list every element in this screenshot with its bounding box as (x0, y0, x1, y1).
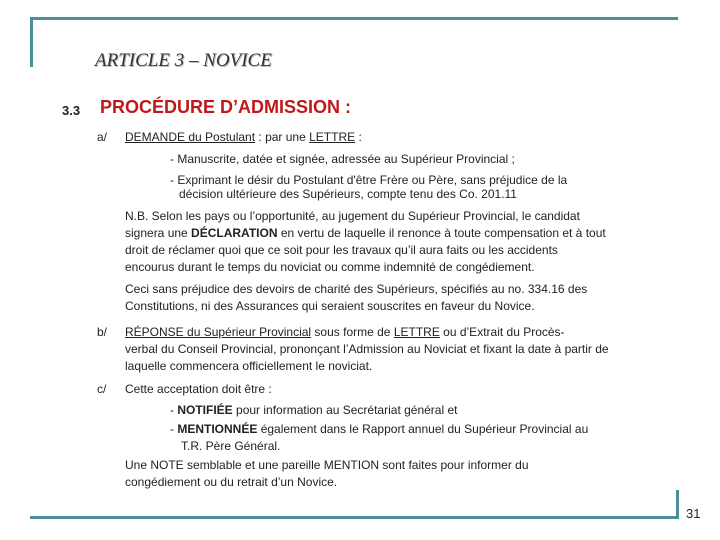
page-number: 31 (686, 506, 701, 521)
item-c-line-3 (170, 420, 588, 438)
item-c-line-1: Cette acceptation doit être : (125, 382, 272, 396)
item-c-line-5: Une NOTE semblable et une pareille MENTION sont faites pour informer du (125, 458, 529, 472)
section-number: 3.3 (62, 103, 81, 118)
item-c-dash-2: - (170, 422, 178, 436)
item-a-heading (125, 128, 362, 146)
item-b-line-1-mid: sous forme de (311, 325, 394, 339)
item-b-line-1 (125, 323, 565, 341)
item-b-line-1-end: ou d’Extrait du Procès- (439, 325, 565, 339)
lettre-text: LETTRE (309, 130, 356, 144)
item-b-label: b/ (97, 325, 108, 339)
item-c-dash-1: - (170, 403, 178, 417)
item-a-heading-end: : (355, 130, 362, 144)
item-c-line-3-rest: également dans le Rapport annuel du Supérieur Provincial au (257, 422, 589, 436)
frame-top-line (30, 17, 678, 20)
nb-line-2 (125, 224, 606, 242)
item-a-heading-mid: : par une (255, 130, 310, 144)
demande-text: DEMANDE du Postulant (125, 130, 256, 144)
nb-line-3: droit de réclamer quoi que ce soit pour les travaux qu’il aura faits ou les accidents (125, 243, 558, 257)
nb-line-2-c: en vertu de laquelle il renonce à toute compensation et à tout (277, 226, 606, 240)
frame-bottom-line (30, 516, 678, 519)
nb-line-4: encourus durant le temps du noviciat ou comme indemnité de congédiement. (125, 260, 535, 274)
item-c-line-4: T.R. Père Général. (181, 439, 281, 453)
item-a-label: a/ (97, 130, 108, 144)
item-b-line-2: verbal du Conseil Provincial, prononçant l’Admission au Noviciat et fixant la date à partir de (125, 342, 609, 356)
item-c-label: c/ (97, 382, 107, 396)
mentionnee-text: MENTIONNÉE (177, 422, 258, 436)
reponse-text: RÉPONSE du Supérieur Provincial (125, 325, 312, 339)
item-b-line-3: laquelle commencera officiellement le noviciat. (125, 359, 373, 373)
item-a-bullet-2-line-1: - Exprimant le désir du Postulant d'être Frère ou Père, sans préjudice de la (170, 173, 568, 187)
ceci-line-2: Constitutions, ni des Assurances qui seraient souscrites en faveur du Novice. (125, 299, 535, 313)
item-c-line-2-rest: pour information au Secrétariat général et (232, 403, 458, 417)
declaration-text: DÉCLARATION (191, 226, 278, 240)
item-a-bullet-1: - Manuscrite, datée et signée, adressée au Supérieur Provincial ; (170, 152, 515, 166)
article-title: ARTICLE 3 – NOVICE (95, 50, 272, 71)
frame-right-line (676, 490, 679, 519)
nb-line-2-a: signera une (125, 226, 192, 240)
item-a-bullet-2-line-2: décision ultérieure des Supérieurs, compte tenu des Co. 201.11 (179, 187, 517, 201)
ceci-line-1: Ceci sans préjudice des devoirs de charité des Supérieurs, spécifiés au no. 334.16 des (125, 282, 588, 296)
notifiee-text: NOTIFIÉE (177, 403, 233, 417)
item-c-line-2 (170, 401, 457, 419)
lettre-text-b: LETTRE (393, 325, 440, 339)
nb-line-1: N.B. Selon les pays ou l’opportunité, au jugement du Supérieur Provincial, le candidat (125, 209, 580, 223)
item-c-line-6: congédiement ou du retrait d’un Novice. (125, 475, 338, 489)
section-title: PROCÉDURE D’ADMISSION : (100, 97, 352, 117)
frame-left-line (30, 17, 33, 67)
